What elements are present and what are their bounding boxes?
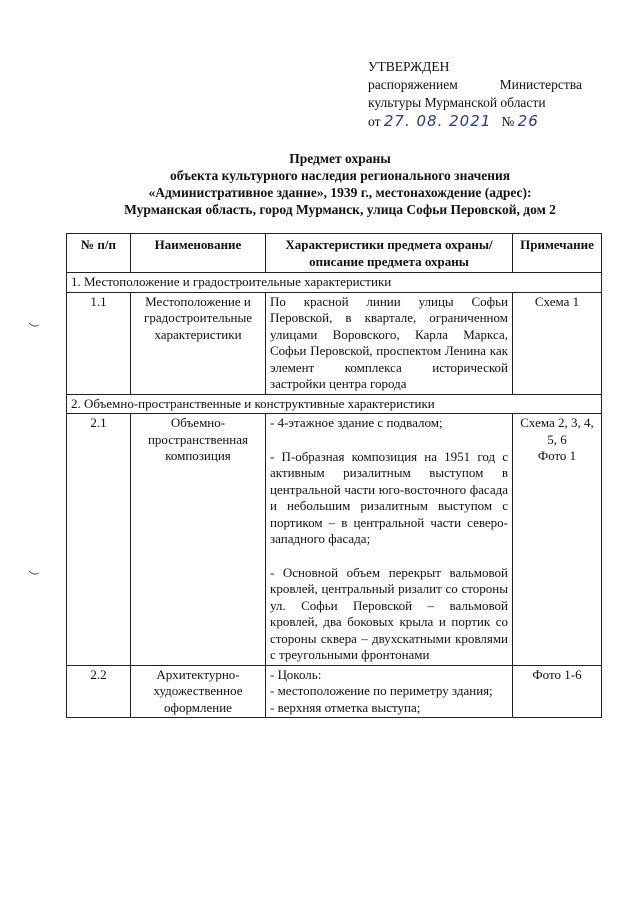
title-line-3: «Административное здание», 1939 г., местонахождение (адрес):: [148, 185, 532, 200]
note-scheme: Схема 2, 3, 4, 5, 6: [520, 415, 594, 447]
table-row: [67, 292, 602, 394]
title-line-1: Предмет охраны: [289, 151, 391, 166]
section-row-1: [67, 273, 602, 293]
approval-heading: УТВЕРЖДЕН: [368, 59, 450, 74]
header-note: Примечание: [513, 234, 602, 273]
scan-mark: [28, 570, 40, 576]
row-number: 1.1: [67, 292, 131, 394]
section-title: 2. Объемно-пространственные и конструктивные характеристики: [67, 394, 602, 414]
row-name: Местоположение и градостроительные характеристики: [131, 292, 266, 394]
table-header-row: [67, 234, 602, 273]
approval-from-label: от: [368, 114, 381, 129]
row-note: Фото 1-6: [513, 665, 602, 718]
protection-table: [66, 233, 602, 718]
description-item: - местоположение по периметру здания;: [270, 683, 493, 698]
approval-stamp: [368, 58, 582, 131]
table-row: [67, 665, 602, 718]
description-item: - Цоколь:: [270, 666, 322, 682]
header-desc: Характеристики предмета охраны/ описание предмета охраны: [266, 234, 513, 273]
row-note: Схема 1: [513, 292, 602, 394]
document-title: [60, 150, 620, 218]
approval-issuer-word2: Министерства: [499, 77, 582, 92]
scan-mark: [28, 322, 40, 328]
section-title: 1. Местоположение и градостроительные характеристики: [67, 273, 602, 293]
handwritten-date: 27. 08. 2021: [383, 112, 492, 130]
title-line-2: объекта культурного наследия регионального значения: [169, 168, 511, 183]
row-number: 2.1: [67, 414, 131, 666]
description-item: - Основной объем перекрыт вальмовой кровлей, центральный ризалит со стороны ул. Софьи Перовской – вальмовой кровлей, два боковых крыла и портик со стороны сквера – двухскатными кровлями с треугольными фронтонами: [270, 564, 508, 662]
row-description: [266, 665, 513, 718]
approval-date-line: [368, 112, 582, 131]
row-name: Объемно-пространственная композиция: [131, 414, 266, 666]
description-item: - П-образная композиция на 1951 год с активным ризалитным выступом в центральной части юго-восточного фасада и небольшим ризалитным выступом с портиком – в центральной части северо-западного фасада;: [270, 448, 508, 546]
approval-issuer: [368, 76, 582, 94]
description-item: - верхняя отметка выступа;: [270, 699, 421, 715]
title-line-4: Мурманская область, город Мурманск, улица Софьи Перовской, дом 2: [124, 202, 556, 217]
row-description: [266, 414, 513, 666]
row-note: [513, 414, 602, 666]
approval-number-label: №: [501, 114, 515, 129]
handwritten-number: 26: [517, 112, 539, 130]
approval-ministry: культуры Мурманской области: [368, 95, 546, 110]
approval-issuer-word1: распоряжением: [368, 77, 458, 92]
row-number: 2.2: [67, 665, 131, 718]
note-photo: Фото 1: [537, 448, 577, 463]
description-item: - 4-этажное здание с подвалом;: [270, 415, 443, 430]
row-description: По красной линии улицы Софьи Перовской, в квартале, ограниченном улицами Воровского, Карла Маркса, Софьи Перовской, проспектом Ленина как элемент комплекса исторической застройки центра города: [266, 292, 513, 394]
table-row: [67, 414, 602, 666]
section-row-2: [67, 394, 602, 414]
row-name: Архитектурно-художественное оформление: [131, 665, 266, 718]
header-name: Наименование: [131, 234, 266, 273]
header-num: № п/п: [67, 234, 131, 273]
